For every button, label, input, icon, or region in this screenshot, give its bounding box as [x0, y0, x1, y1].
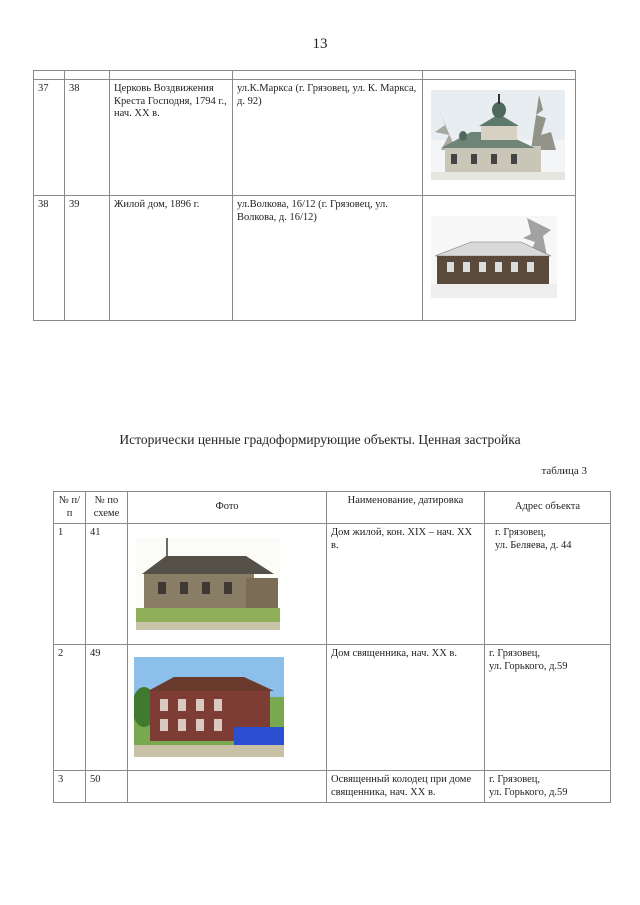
table-row [34, 196, 576, 321]
scheme-number: 38 [65, 80, 110, 196]
house-photo [136, 538, 280, 630]
address-city: г. Грязовец, [489, 774, 540, 785]
address-street: ул. Горького, д.59 [489, 786, 568, 798]
column-header-scheme: № по схеме [86, 492, 128, 524]
object-name: Освященный колодец при доме священника, нач. XX в. [327, 771, 485, 803]
photo-cell [128, 771, 327, 803]
address-street: ул. Горького, д.59 [489, 660, 568, 672]
column-header-number: № п/п [54, 492, 86, 524]
object-address [485, 524, 611, 645]
church-photo [431, 90, 565, 180]
table-row [34, 80, 576, 196]
object-name: Дом священника, нач. XX в. [327, 645, 485, 771]
object-address: ул.Волкова, 16/12 (г. Грязовец, ул. Волкова, д. 16/12) [233, 196, 423, 321]
scheme-number: 39 [65, 196, 110, 321]
photo-cell [423, 80, 576, 196]
object-address [485, 645, 611, 771]
object-name: Дом жилой, кон. XIX – нач. XX в. [327, 524, 485, 645]
photo-cell [128, 524, 327, 645]
table-row [54, 771, 611, 803]
table-row [54, 524, 611, 645]
valuable-buildings-table [53, 491, 611, 803]
object-address [485, 771, 611, 803]
table-row [54, 645, 611, 771]
row-number: 1 [54, 524, 86, 645]
scheme-number: 49 [86, 645, 128, 771]
address-street: ул. Беляева, д. 44 [495, 539, 572, 551]
scheme-number: 50 [86, 771, 128, 803]
photo-cell [423, 196, 576, 321]
address-city: г. Грязовец, [495, 527, 546, 538]
row-number: 38 [34, 196, 65, 321]
object-name: Жилой дом, 1896 г. [110, 196, 233, 321]
scheme-number: 41 [86, 524, 128, 645]
column-header-name: Наименование, датировка [327, 492, 485, 524]
table-header-row-blank [34, 71, 576, 80]
column-header-photo: Фото [128, 492, 327, 524]
table-header-row [54, 492, 611, 524]
photo-cell [128, 645, 327, 771]
row-number: 37 [34, 80, 65, 196]
row-number: 2 [54, 645, 86, 771]
column-header-address: Адрес объекта [485, 492, 611, 524]
monuments-table-continued [33, 70, 576, 321]
object-address: ул.К.Маркса (г. Грязовец, ул. К. Маркса, д. 92) [233, 80, 423, 196]
section-title: Исторически ценные градоформирующие объекты. Ценная застройка [119, 432, 521, 447]
table-number-label: таблица 3 [541, 465, 587, 477]
address-city: г. Грязовец, [489, 648, 540, 659]
page-number: 13 [312, 36, 328, 52]
object-name: Церковь Воздвижения Креста Господня, 1794 г., нач. XX в. [110, 80, 233, 196]
priest-house-photo [134, 657, 284, 757]
house-photo [431, 216, 557, 298]
row-number: 3 [54, 771, 86, 803]
